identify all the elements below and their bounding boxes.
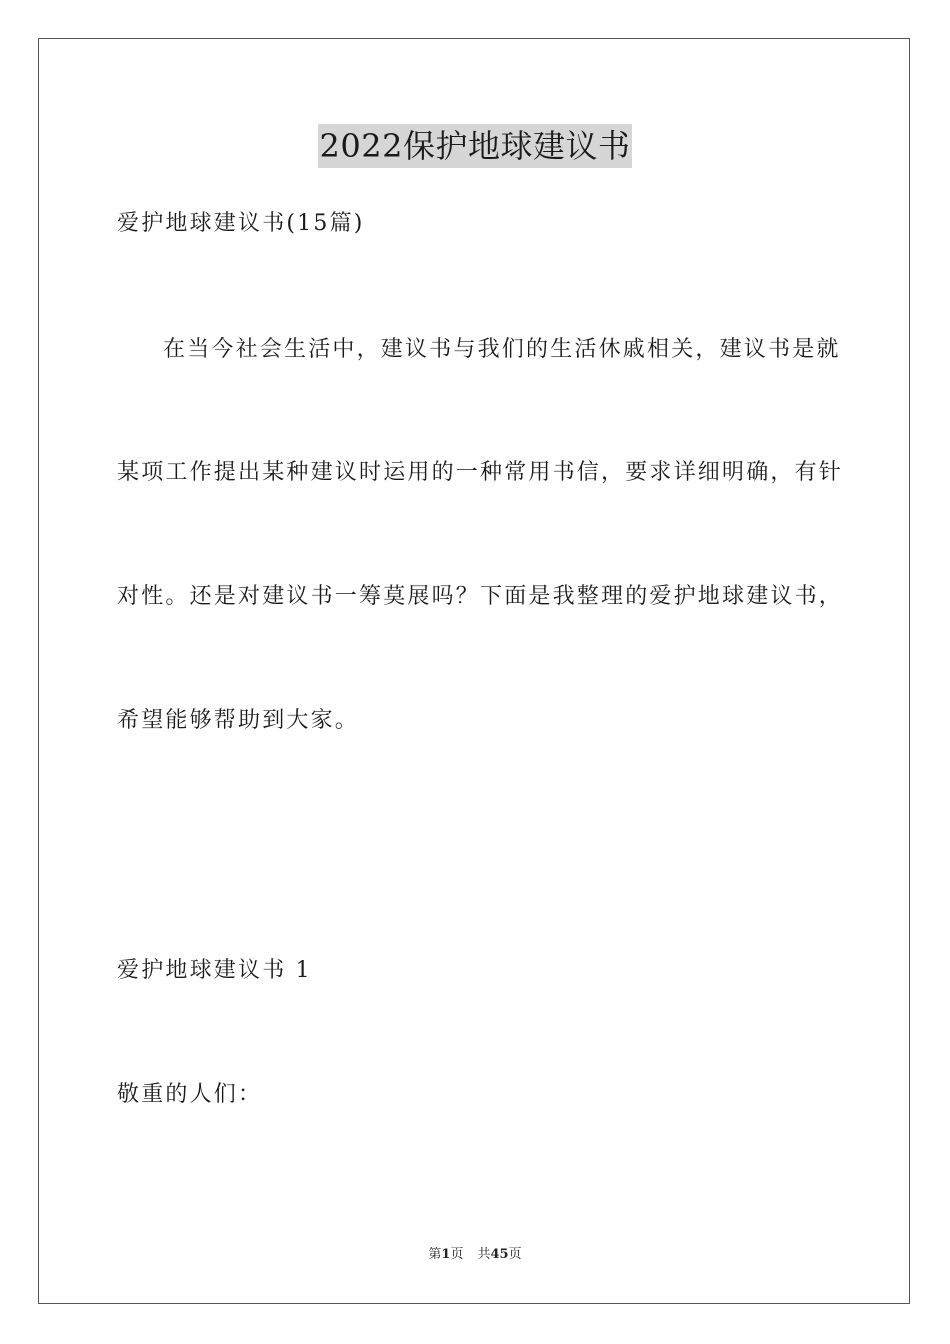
salutation: 敬重的人们：: [117, 1082, 263, 1107]
page-prefix: 第: [428, 1247, 442, 1262]
document-title: 2022保护地球建议书: [318, 124, 633, 168]
document-subtitle: 爱护地球建议书(15篇): [117, 211, 365, 236]
total-pages: 45: [490, 1247, 509, 1262]
intro-line-1: 在当今社会生活中，建议书与我们的生活休戚相关，建议书是就: [163, 337, 841, 362]
intro-line-3: 对性。还是对建议书一筹莫展吗？下面是我整理的爱护地球建议书，: [117, 584, 844, 609]
total-prefix: 共: [477, 1247, 491, 1262]
page-footer: [0, 1246, 950, 1264]
section-heading: 爱护地球建议书 1: [117, 958, 312, 983]
total-suffix: 页: [508, 1247, 522, 1262]
title-container: [0, 124, 950, 168]
page-suffix: 页: [450, 1247, 464, 1262]
intro-line-2: 某项工作提出某种建议时运用的一种常用书信，要求详细明确，有针: [117, 460, 844, 485]
intro-line-4: 希望能够帮助到大家。: [117, 708, 360, 733]
page-number: 1: [441, 1247, 451, 1262]
